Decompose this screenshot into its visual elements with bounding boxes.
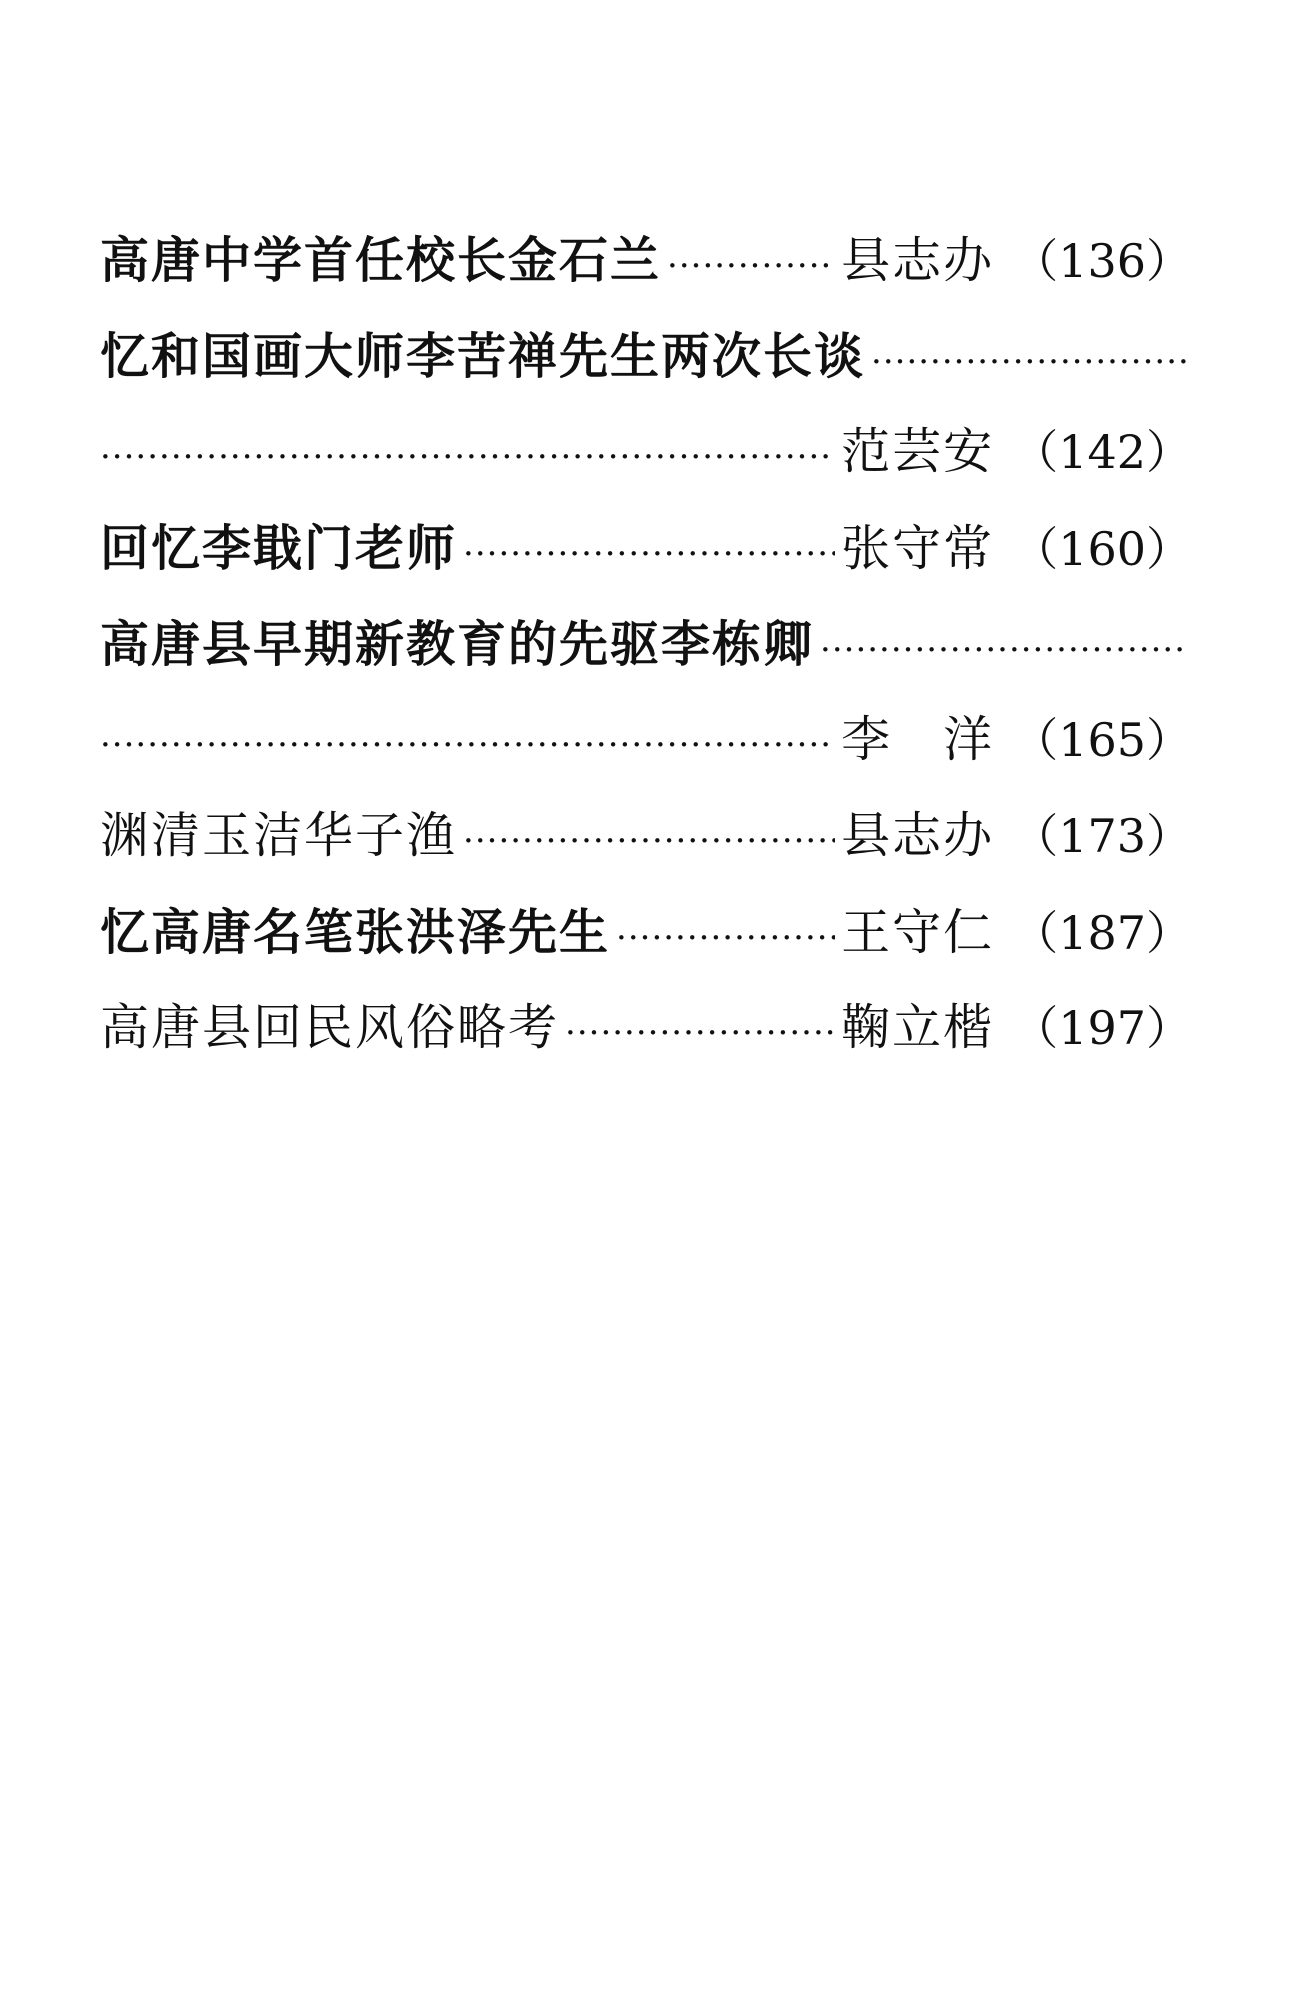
entry-page-number: （197） <box>1012 1001 1192 1055</box>
entry-page-number: （165） <box>1012 713 1192 767</box>
entry-author: 县志办 <box>841 232 995 289</box>
entry-title: 忆高唐名笔张洪泽先生 <box>100 903 611 961</box>
entry-title: 高唐县早期新教育的先驱李栋卿 <box>100 615 815 673</box>
toc-entry[interactable] <box>100 980 1192 1076</box>
dot-leader <box>667 218 835 314</box>
entry-title: 忆和国画大师李苦禅先生两次长谈 <box>100 327 866 385</box>
entry-page-number: （136） <box>1012 234 1192 288</box>
dot-leader <box>565 985 835 1081</box>
toc-entry[interactable] <box>100 500 1192 596</box>
entry-author: 李 洋 <box>841 711 995 768</box>
entry-author: 范芸安 <box>841 423 995 480</box>
entry-page-number: （142） <box>1012 425 1192 479</box>
dot-leader <box>616 890 835 986</box>
entry-author: 王守仁 <box>841 904 995 961</box>
entry-page-number: （160） <box>1012 522 1192 576</box>
entry-author: 鞠立楷 <box>841 999 995 1056</box>
table-of-contents <box>100 212 1192 1076</box>
entry-title: 渊清玉洁华子渔 <box>100 807 458 864</box>
toc-entry[interactable] <box>100 884 1192 980</box>
dot-leader <box>463 506 835 602</box>
entry-title: 高唐中学首任校长金石兰 <box>100 231 662 289</box>
toc-entry-continuation[interactable] <box>100 692 1192 788</box>
toc-entry[interactable] <box>100 308 1192 404</box>
dot-leader <box>820 602 1186 698</box>
dot-leader <box>871 314 1186 410</box>
toc-entry[interactable] <box>100 212 1192 308</box>
entry-page-number: （187） <box>1012 906 1192 960</box>
entry-title: 回忆李戢门老师 <box>100 519 458 577</box>
dot-leader <box>100 409 835 505</box>
dot-leader <box>463 793 835 889</box>
toc-entry[interactable] <box>100 596 1192 692</box>
entry-author: 县志办 <box>841 807 995 864</box>
toc-entry[interactable] <box>100 788 1192 884</box>
dot-leader <box>100 697 835 793</box>
entry-title: 高唐县回民风俗略考 <box>100 999 560 1056</box>
entry-author: 张守常 <box>841 520 995 577</box>
entry-page-number: （173） <box>1012 809 1192 863</box>
toc-entry-continuation[interactable] <box>100 404 1192 500</box>
